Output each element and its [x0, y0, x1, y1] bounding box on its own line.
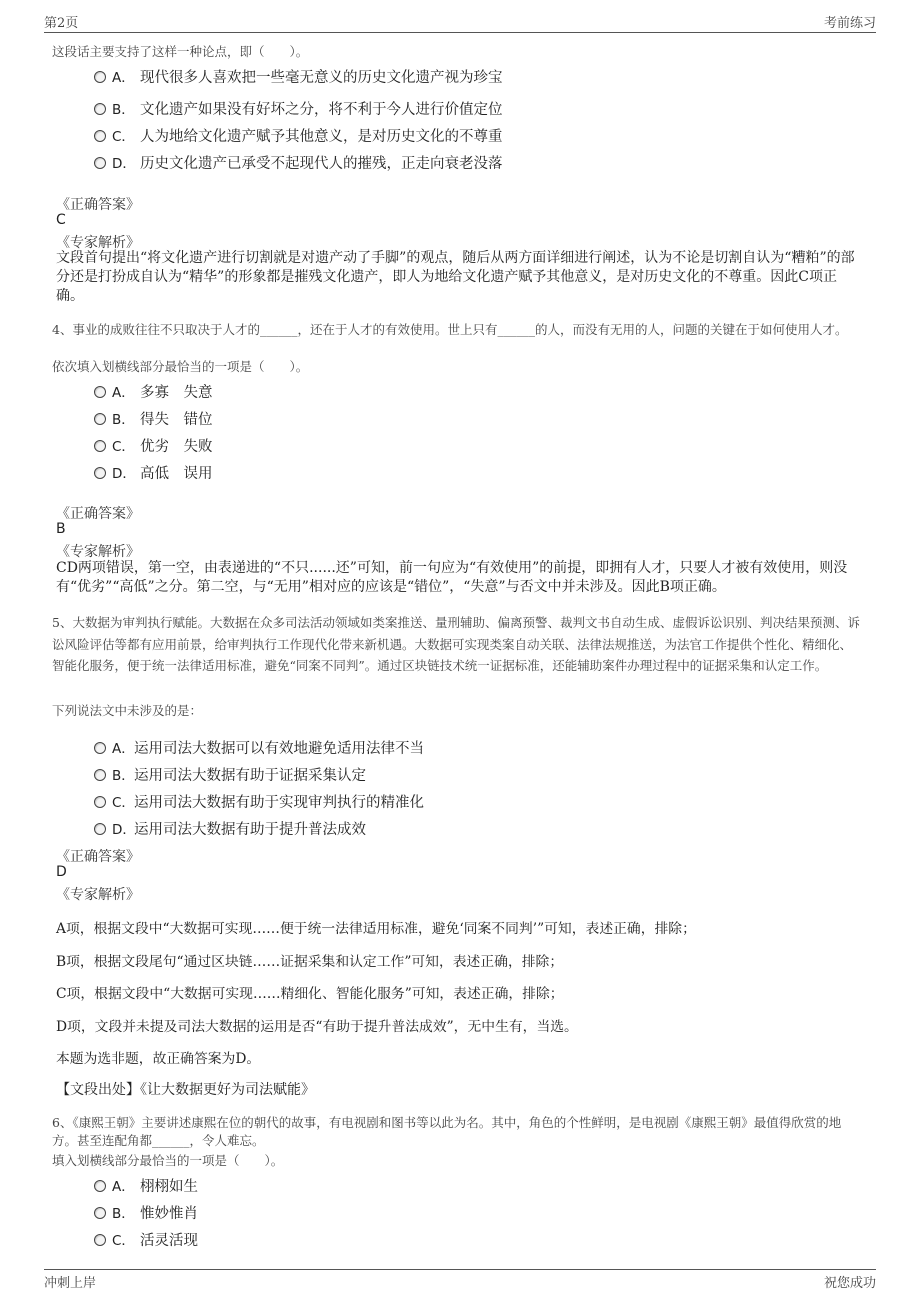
radio-icon[interactable]: [94, 440, 106, 452]
q4-option-a[interactable]: A． 多寡 失意: [94, 381, 213, 402]
q4-stem: 4、事业的成败往往不只取决于人才的______，还在于人才的有效使用。世上只有______的人，而没有无用的人，问题的关键在于如何使用人才。: [52, 322, 848, 337]
radio-icon[interactable]: [94, 1180, 106, 1192]
q5-analysis-line-d: D项，文段并未提及司法大数据的运用是否“有助于提升普法成效”，无中生有，当选。: [56, 1019, 578, 1035]
header-title: 考前练习: [823, 16, 876, 31]
q5-answer-label: 《正确答案》: [56, 849, 140, 865]
radio-icon[interactable]: [94, 103, 106, 115]
radio-icon[interactable]: [94, 796, 106, 808]
radio-icon[interactable]: [94, 1234, 106, 1246]
q6-option-c[interactable]: C． 活灵活现: [94, 1229, 198, 1250]
radio-icon[interactable]: [94, 823, 106, 835]
radio-icon[interactable]: [94, 742, 106, 754]
q4-analysis: CD两项错误，第一空，由表递进的“不只......还”可知，前一句应为“有效使用”的前提，即拥有人才，只要人才被有效使用，则没有“优劣”“高低”之分。第二空，与“无用”相对应的应该是“错位”，“失意”与否文中并未涉及。因此B项正确。: [56, 560, 848, 595]
q5-option-c[interactable]: C．运用司法大数据有助于实现审判执行的精准化: [94, 791, 424, 812]
source-title: 《让大数据更好为司法赋能》: [140, 1082, 315, 1098]
q3-option-c[interactable]: C． 人为地给文化遗产赋予其他意义，是对历史文化的不尊重: [94, 125, 503, 146]
q4-instruction: 依次填入划横线部分最恰当的一项是（ ）。: [52, 359, 309, 374]
q6-option-b[interactable]: B． 惟妙惟肖: [94, 1202, 198, 1223]
page-footer: [44, 1269, 876, 1291]
q6-stem: 6、《康熙王朝》主要讲述康熙在位的朝代的故事，有电视剧和图书等以此为名。其中，角色的个性鲜明，是电视剧《康熙王朝》最值得欣赏的地方。甚至连配角都______，令人难忘。: [52, 1115, 842, 1148]
q5-analysis-label: 《专家解析》: [56, 887, 140, 903]
q3-answer-label: 《正确答案》: [56, 197, 140, 213]
q4-analysis-label: 《专家解析》: [56, 544, 140, 560]
q3-option-a[interactable]: A． 现代很多人喜欢把一些毫无意义的历史文化遗产视为珍宝: [94, 66, 503, 87]
q4-option-b[interactable]: B． 得失 错位: [94, 408, 213, 429]
page-header: [44, 12, 876, 33]
radio-icon[interactable]: [94, 157, 106, 169]
radio-icon[interactable]: [94, 467, 106, 479]
radio-icon[interactable]: [94, 1207, 106, 1219]
q6-option-a[interactable]: A． 栩栩如生: [94, 1175, 198, 1196]
radio-icon[interactable]: [94, 386, 106, 398]
radio-icon[interactable]: [94, 130, 106, 142]
radio-icon[interactable]: [94, 769, 106, 781]
q5-option-a[interactable]: A．运用司法大数据可以有效地避免适用法律不当: [94, 737, 424, 758]
q5-analysis-line-c: C项，根据文段中“大数据可实现……精细化、智能化服务”可知，表述正确，排除；: [56, 986, 564, 1002]
q3-answer: C: [56, 212, 66, 228]
q5-source: [56, 1079, 315, 1099]
page-number: 第2页: [44, 16, 79, 31]
q5-instruction: 下列说法文中未涉及的是：: [52, 703, 203, 718]
q3-option-b[interactable]: B． 文化遗产如果没有好坏之分，将不利于今人进行价值定位: [94, 98, 503, 119]
q4-answer: B: [56, 521, 66, 537]
q3-option-d[interactable]: D． 历史文化遗产已承受不起现代人的摧残，正走向衰老没落: [94, 152, 503, 173]
q3-analysis-label: 《专家解析》: [56, 235, 140, 251]
q5-analysis-line-a: A项，根据文段中“大数据可实现……便于统一法律适用标准，避免‘同案不同判’”可知，表述正确，排除；: [56, 921, 696, 937]
radio-icon[interactable]: [94, 71, 106, 83]
q5-option-d[interactable]: D．运用司法大数据有助于提升普法成效: [94, 818, 366, 839]
q3-analysis: 文段首句提出“将文化遗产进行切割就是对遗产动了手脚”的观点，随后从两方面详细进行阐述，认为不论是切割自认为“糟粕”的部分还是打扮成自认为“精华”的形象都是摧残文化遗产，即人为地给文化遗产赋予其他意义，是对历史文化的不尊重。因此C项正确。: [56, 250, 855, 304]
q5-stem: 5、大数据为审判执行赋能。大数据在众多司法活动领域如类案推送、量刑辅助、偏离预警、裁判文书自动生成、虚假诉讼识别、判决结果预测、诉讼风险评估等都有应用前景，给审判执行工作现代化带来新机遇。大数据可实现类案自动关联、法律法规推送，为法官工作提供个性化、精细化、智能化服务，便于统一法律适用标准，避免“同案不同判”。通过区块链技术统一证据标准，还能辅助案件办理过程中的证据采集和认定工作。: [52, 615, 860, 673]
q4-option-c[interactable]: C． 优劣 失败: [94, 435, 213, 456]
radio-icon[interactable]: [94, 413, 106, 425]
footer-left: 冲刺上岸: [44, 1276, 97, 1291]
q5-analysis-conclusion: 本题为选非题，故正确答案为D。: [56, 1051, 261, 1067]
footer-right: 祝您成功: [823, 1276, 876, 1291]
q3-stem: 这段话主要支持了这样一种论点，即（ ）。: [52, 44, 309, 59]
q5-answer: D: [56, 864, 67, 880]
q6-instruction: 填入划横线部分最恰当的一项是（ ）。: [52, 1153, 284, 1168]
q4-option-d[interactable]: D． 高低 误用: [94, 462, 213, 483]
q5-analysis-line-b: B项，根据文段尾句“通过区块链……证据采集和认定工作”可知，表述正确，排除；: [56, 954, 564, 970]
source-label: 【文段出处】: [56, 1082, 140, 1098]
q5-option-b[interactable]: B．运用司法大数据有助于证据采集认定: [94, 764, 366, 785]
q4-answer-label: 《正确答案》: [56, 506, 140, 522]
